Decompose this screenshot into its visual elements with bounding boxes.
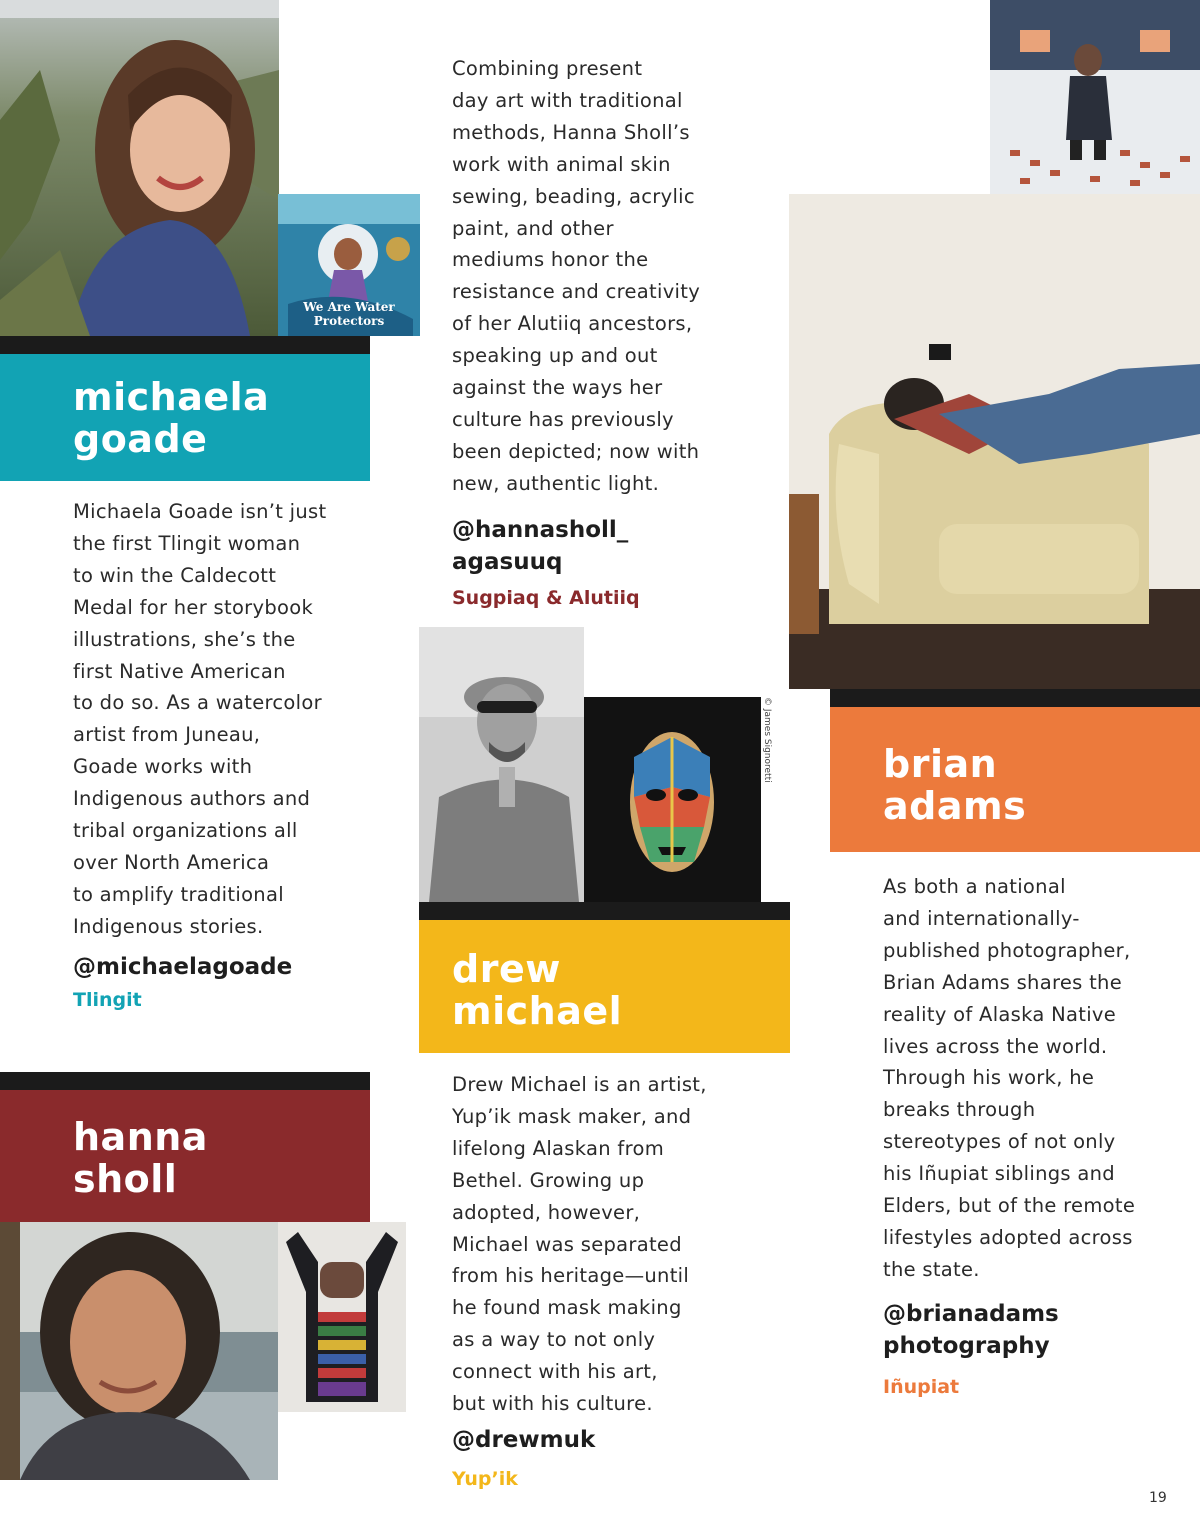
brian-adams-portrait <box>789 194 1200 689</box>
brian-adams-handle[interactable]: @brianadams photography <box>883 1301 1059 1359</box>
hanna-sholl-beaded-artwork <box>278 1222 406 1412</box>
hanna-sholl-banner <box>0 1072 370 1222</box>
banner-top-bar <box>0 1072 370 1090</box>
michaela-goade-portrait <box>0 0 279 336</box>
brian-adams-bio: As both a national and internationally- published photographer, Brian Adams shares the reality of Alaska Native lives across the world. Through his work, he breaks through stereotypes of not only his Iñupiat siblings and Elders, but of the remote lifestyles adopted across the state. <box>883 875 1136 1281</box>
drew-michael-tribe: Yup’ik <box>452 1468 518 1490</box>
drew-michael-portrait <box>419 627 584 902</box>
artist-name: hanna sholl <box>73 1115 208 1201</box>
brian-adams-banner <box>830 689 1200 852</box>
hanna-sholl-bio: Combining present day art with traditional methods, Hanna Sholl’s work with animal skin sewing, beading, acrylic paint, and other mediums honor the resistance and creativity of her Alutiiq ancestors, speaking up and out against the ways her culture has previously been depicted; now with new, authentic light. <box>452 57 701 495</box>
artist-name: brian adams <box>883 742 1027 828</box>
banner-top-bar <box>0 336 370 354</box>
drew-michael-handle[interactable]: @drewmuk <box>452 1427 596 1453</box>
drew-michael-mask <box>584 697 761 902</box>
page-number: 19 <box>1149 1490 1167 1506</box>
drew-michael-bio: Drew Michael is an artist, Yup’ik mask maker, and lifelong Alaskan from Bethel. Growing up adopted, however, Michael was separated from his heritage—until he found mask making as a way to not only connect with his art, but with his culture. <box>452 1073 707 1416</box>
michaela-goade-bio: Michaela Goade isn’t just the first Tlingit woman to win the Caldecott Medal for her storybook illustrations, she’s the first Native American to do so. As a watercolor artist from Juneau, Goade works with Indigenous authors and tribal organizations all over North America to amplify traditional Indigenous stories. <box>73 500 327 938</box>
hanna-sholl-tribe: Sugpiaq & Alutiiq <box>452 587 640 609</box>
water-protectors-book-cover <box>278 194 420 336</box>
banner-top-bar <box>419 902 790 920</box>
michaela-goade-handle[interactable]: @michaelagoade <box>73 954 293 980</box>
brian-adams-snow-photo <box>990 0 1200 194</box>
artist-name: michaela goade <box>73 375 270 461</box>
banner-top-bar <box>830 689 1200 707</box>
brian-adams-tribe: Iñupiat <box>883 1376 960 1398</box>
hanna-sholl-portrait <box>0 1222 278 1480</box>
michaela-goade-banner <box>0 336 370 481</box>
book-cover-title: We Are Water Protectors <box>303 300 395 328</box>
drew-michael-banner <box>419 902 790 1053</box>
hanna-sholl-handle[interactable]: @hannasholl_ agasuuq <box>452 517 629 575</box>
photo-credit: © James Signoretti <box>762 697 772 783</box>
artist-name: drew michael <box>452 947 623 1033</box>
michaela-goade-tribe: Tlingit <box>73 989 142 1011</box>
